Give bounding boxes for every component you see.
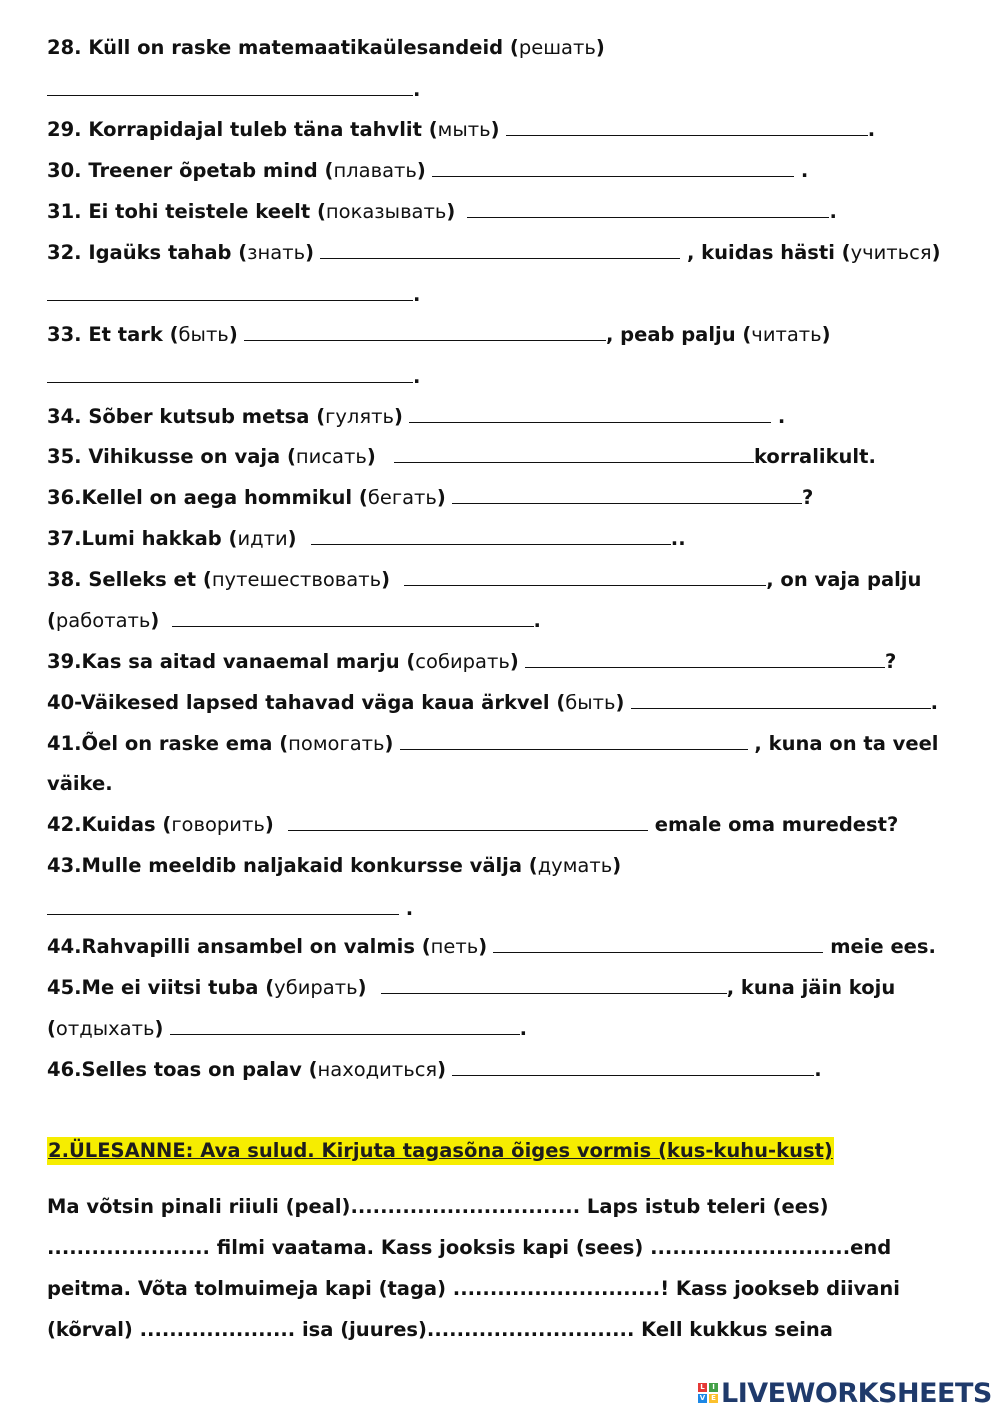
answer-blank[interactable] — [493, 934, 823, 953]
exercise-41-cont: väike. — [47, 772, 113, 795]
answer-blank[interactable] — [467, 199, 829, 218]
exercise-43-answer: . — [47, 895, 980, 923]
answer-blank[interactable] — [381, 975, 727, 994]
exercise-42: 42.Kuidas (говорить) emale oma muredest? — [47, 813, 899, 836]
exercise-28-answer: . — [47, 76, 980, 104]
exercise-45-cont: (отдыхать) . — [47, 1017, 527, 1040]
answer-blank[interactable] — [172, 608, 534, 627]
exercise-38-cont: (работать) . — [47, 609, 541, 632]
exercise-36: 36.Kellel on aega hommikul (бегать) ? — [47, 486, 814, 509]
answer-blank[interactable] — [47, 896, 399, 915]
exercise-43: 43.Mulle meeldib naljakaid konkursse välja (думать) — [47, 854, 622, 877]
task2-title: 2.ÜLESANNE: Ava sulud. Kirjuta tagasõna õiges vormis (kus-kuhu-kust) — [47, 1137, 834, 1165]
exercise-32-answer: . — [47, 281, 980, 309]
answer-blank[interactable] — [311, 526, 671, 545]
exercise-37: 37.Lumi hakkab (идти) .. — [47, 527, 686, 550]
exercise-31: 31. Ei tohi teistele keelt (показывать) . — [47, 200, 837, 223]
exercise-30: 30. Treener õpetab mind (плавать) . — [47, 159, 809, 182]
answer-blank[interactable] — [288, 812, 648, 831]
exercise-40: 40-Väikesed lapsed tahavad väga kaua ärkvel (быть) . — [47, 691, 939, 714]
answer-blank[interactable] — [47, 77, 413, 96]
exercise-35: 35. Vihikusse on vaja (писать) korralikult. — [47, 445, 876, 468]
exercise-32: 32. Igaüks tahab (знать) , kuidas hästi (учиться) — [47, 241, 941, 264]
answer-blank[interactable] — [409, 404, 771, 423]
exercise-28: 28. Küll on raske matemaatikaülesandeid (решать) — [47, 36, 605, 59]
answer-blank[interactable] — [525, 649, 885, 668]
answer-blank[interactable] — [170, 1016, 520, 1035]
exercise-46: 46.Selles toas on palav (находиться) . — [47, 1058, 822, 1081]
task2-line-2: ...................... filmi vaatama. Kass jooksis kapi (sees) ...........................end — [47, 1236, 892, 1259]
answer-blank[interactable] — [47, 364, 413, 383]
answer-blank[interactable] — [432, 158, 794, 177]
exercise-44: 44.Rahvapilli ansambel on valmis (петь) meie ees. — [47, 935, 936, 958]
task2-line-1: Ma võtsin pinali riiuli (peal)............................... Laps istub teleri (ees) — [47, 1195, 829, 1218]
exercise-34: 34. Sõber kutsub metsa (гулять) . — [47, 405, 786, 428]
exercise-41: 41.Õel on raske ema (помогать) , kuna on ta veel — [47, 732, 939, 755]
answer-blank[interactable] — [400, 731, 748, 750]
liveworksheets-logo — [698, 1376, 992, 1410]
answer-blank[interactable] — [506, 117, 868, 136]
answer-blank[interactable] — [452, 1057, 814, 1076]
exercise-33-answer: . — [47, 363, 980, 391]
exercise-29: 29. Korrapidajal tuleb täna tahvlit (мыть) . — [47, 118, 876, 141]
answer-blank[interactable] — [47, 282, 413, 301]
answer-blank[interactable] — [244, 322, 606, 341]
logo-text: LIVEWORKSHEETS — [721, 1377, 992, 1409]
answer-blank[interactable] — [404, 567, 766, 586]
exercise-33: 33. Et tark (быть) , peab palju (читать) — [47, 323, 831, 346]
task2-line-4: (kõrval) ..................... isa (juures)............................ Kell kukkus seina — [47, 1318, 833, 1341]
exercise-45: 45.Me ei viitsi tuba (убирать) , kuna jäin koju — [47, 976, 896, 999]
answer-blank[interactable] — [394, 444, 754, 463]
exercise-38: 38. Selleks et (путешествовать) , on vaja palju — [47, 568, 922, 591]
exercise-39: 39.Kas sa aitad vanaemal marju (собирать) ? — [47, 650, 897, 673]
answer-blank[interactable] — [631, 690, 931, 709]
answer-blank[interactable] — [320, 240, 680, 259]
answer-blank[interactable] — [452, 485, 802, 504]
logo-mark-icon: L I V E — [698, 1383, 718, 1403]
task2-line-3: peitma. Võta tolmuimeja kapi (taga) ............................! Kass jookseb diivani — [47, 1277, 900, 1300]
